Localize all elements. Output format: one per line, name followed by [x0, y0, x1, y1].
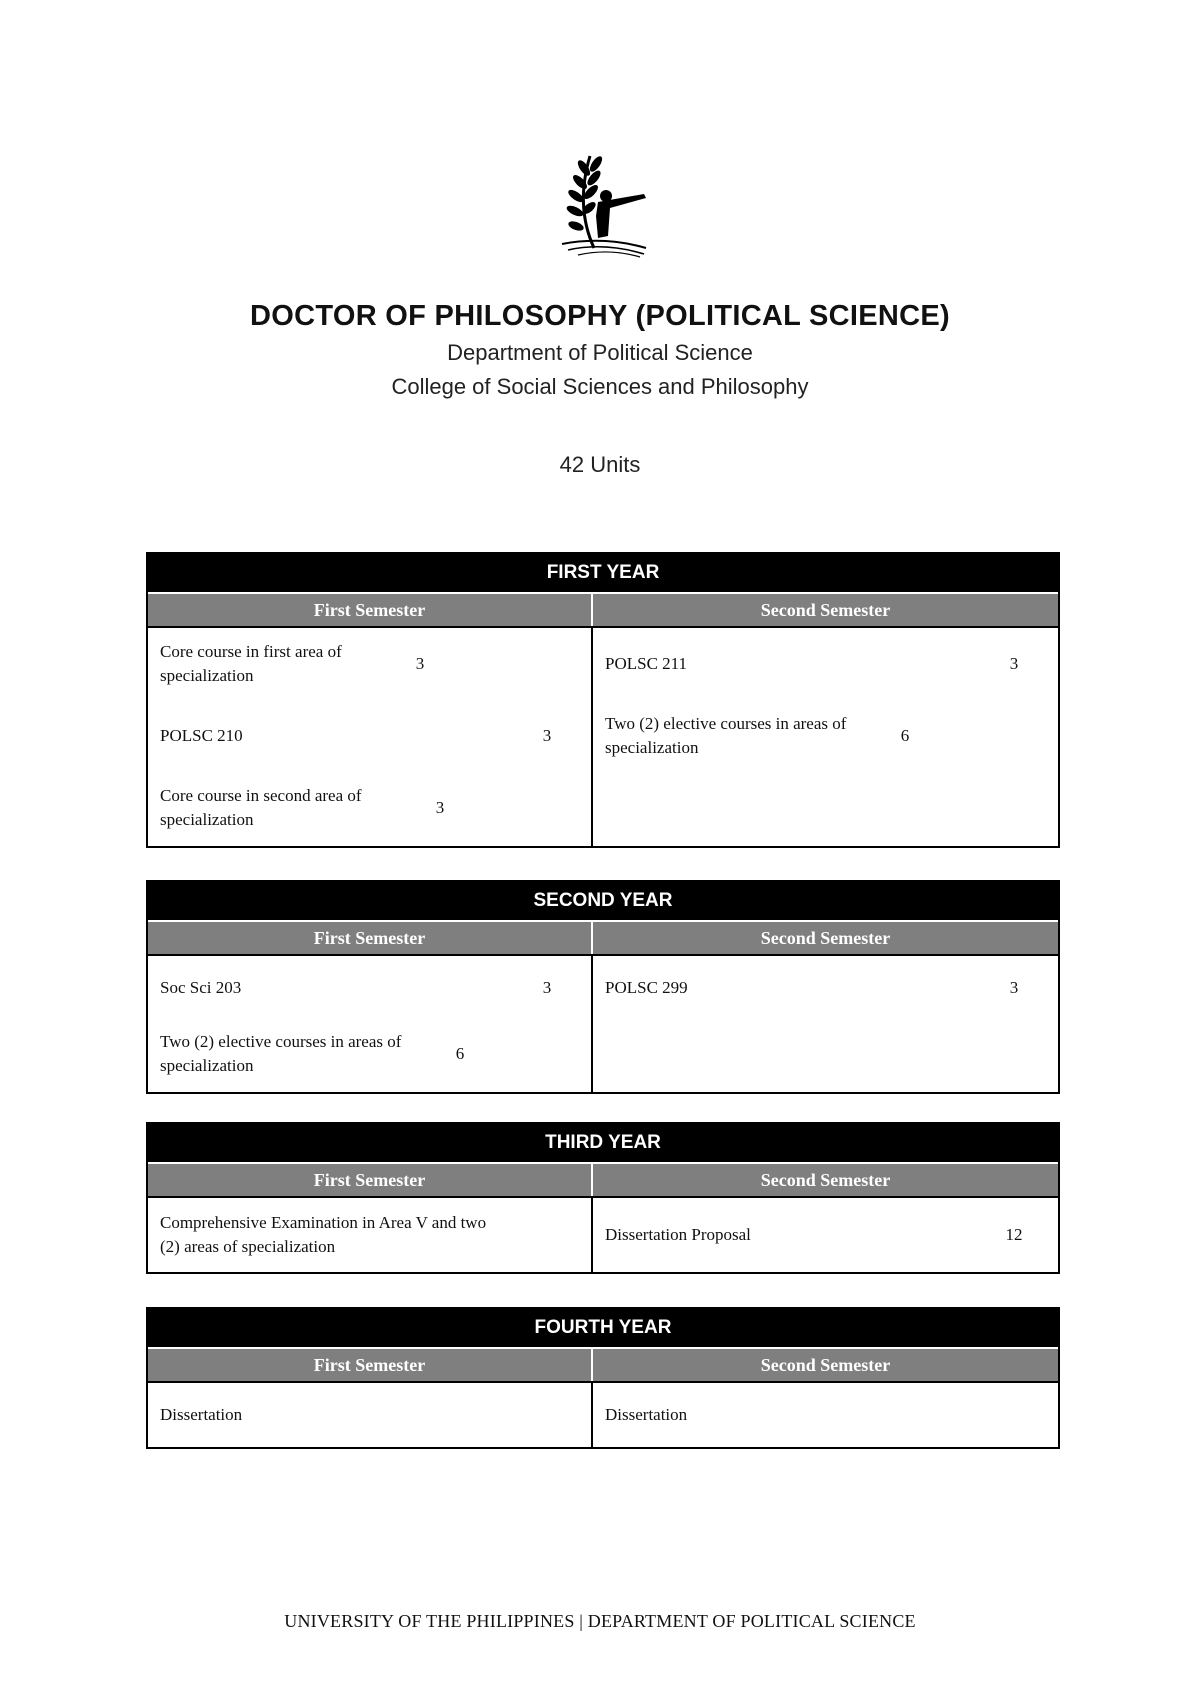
first-year-table — [146, 552, 1060, 848]
year-header: THIRD YEAR — [148, 1124, 1058, 1162]
fourth-year-table — [146, 1307, 1060, 1449]
year-header: FOURTH YEAR — [148, 1309, 1058, 1347]
title-block — [0, 296, 1200, 404]
course-item — [605, 956, 1058, 1020]
course-item — [160, 700, 591, 772]
total-units: 42 Units — [559, 452, 641, 477]
first-semester-header: First Semester — [313, 1170, 426, 1190]
first-semester-courses — [148, 1198, 591, 1272]
college-name: College of Social Sciences and Philosophy — [391, 374, 809, 399]
course-name: Core course in second area of specialization — [160, 786, 362, 829]
course-item — [605, 700, 1058, 772]
course-item — [160, 1198, 591, 1272]
second-semester-header: Second Semester — [591, 594, 1058, 626]
course-units: 12 — [1005, 1225, 1023, 1244]
course-item — [605, 1383, 1058, 1447]
courses-row — [148, 1198, 1058, 1272]
course-name: Dissertation — [160, 1405, 243, 1424]
course-item — [605, 628, 1058, 700]
first-semester-courses — [148, 628, 591, 846]
course-units: 6 — [900, 726, 910, 745]
first-semester-courses — [148, 956, 591, 1092]
year-header: SECOND YEAR — [148, 882, 1058, 920]
second-semester-courses — [591, 1198, 1058, 1272]
program-title: DOCTOR OF PHILOSOPHY (POLITICAL SCIENCE) — [250, 300, 950, 332]
second-semester-courses — [591, 628, 1058, 846]
first-semester-header: First Semester — [313, 928, 426, 948]
courses-row — [148, 956, 1058, 1092]
course-name: Comprehensive Examination in Area V and two (2) areas of specialization — [160, 1213, 487, 1256]
second-semester-courses — [591, 956, 1058, 1092]
course-name: Core course in first area of specialization — [160, 642, 342, 685]
second-semester-header: Second Semester — [591, 1349, 1058, 1381]
course-item — [160, 1383, 591, 1447]
course-units: 3 — [542, 726, 552, 745]
semester-header-row — [148, 592, 1058, 628]
courses-row — [148, 628, 1058, 846]
course-name: Dissertation Proposal — [605, 1225, 751, 1244]
course-name: Dissertation — [605, 1405, 688, 1424]
course-name: POLSC 299 — [605, 978, 688, 997]
first-semester-header: First Semester — [313, 600, 426, 620]
course-units: 6 — [455, 1044, 465, 1063]
second-year-table — [146, 880, 1060, 1094]
course-units: 3 — [542, 978, 552, 997]
second-semester-courses — [591, 1383, 1058, 1447]
page-footer: UNIVERSITY OF THE PHILIPPINES | DEPARTMENT OF POLITICAL SCIENCE — [284, 1611, 916, 1631]
course-name: POLSC 211 — [605, 654, 688, 673]
course-units: 3 — [415, 654, 425, 673]
course-item — [160, 628, 591, 700]
year-header: FIRST YEAR — [148, 554, 1058, 592]
first-semester-courses — [148, 1383, 591, 1447]
course-name: Soc Sci 203 — [160, 978, 242, 997]
department-name: Department of Political Science — [447, 340, 753, 365]
course-name: Two (2) elective courses in areas of specialization — [605, 714, 847, 757]
semester-header-row — [148, 1162, 1058, 1198]
second-semester-header: Second Semester — [591, 1164, 1058, 1196]
oblation-laurel-logo-icon — [554, 146, 654, 258]
semester-header-row — [148, 920, 1058, 956]
course-name: POLSC 210 — [160, 726, 243, 745]
course-item — [160, 772, 591, 844]
course-units: 3 — [1009, 978, 1019, 997]
course-item — [160, 956, 591, 1020]
course-item — [160, 1020, 591, 1088]
course-units: 3 — [1009, 654, 1019, 673]
course-item — [605, 1198, 1058, 1272]
courses-row — [148, 1383, 1058, 1447]
second-semester-header: Second Semester — [591, 922, 1058, 954]
course-units: 3 — [435, 798, 445, 817]
third-year-table — [146, 1122, 1060, 1274]
first-semester-header: First Semester — [313, 1355, 426, 1375]
course-name: Two (2) elective courses in areas of specialization — [160, 1032, 402, 1075]
semester-header-row — [148, 1347, 1058, 1383]
